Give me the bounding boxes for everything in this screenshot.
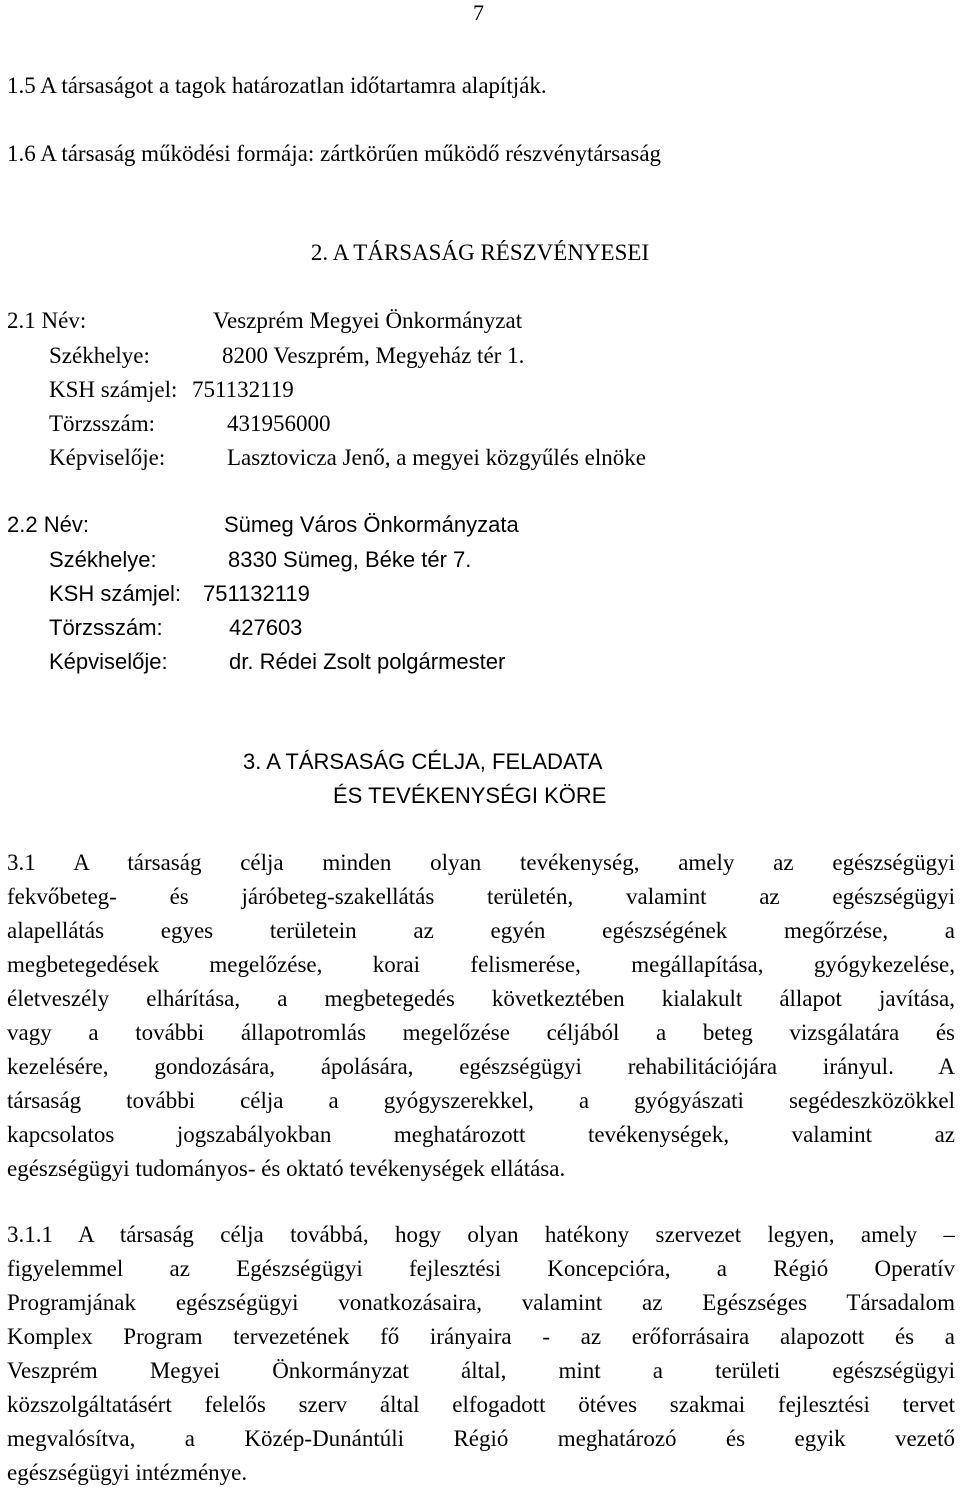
shareholder-1-rep-label: Képviselője: (49, 445, 166, 470)
paragraph-line: 3.1 A társaság célja minden olyan tevékenység, amely az egészségügyi (7, 850, 955, 875)
section-3-heading-line-2: ÉS TEVÉKENYSÉGI KÖRE (333, 783, 607, 808)
shareholder-1-name: Veszprém Megyei Önkormányzat (213, 308, 523, 333)
shareholder-2-reg-label: Törzsszám: (49, 615, 163, 640)
shareholder-1-ksh: 751132119 (192, 377, 294, 402)
shareholder-2-ksh: 751132119 (203, 581, 310, 606)
paragraph-line: fekvőbeteg- és járóbeteg-szakellátás területén, valamint az egészségügyi (7, 884, 955, 909)
item-1-5: 1.5 A társaságot a tagok határozatlan időtartamra alapítják. (7, 73, 547, 98)
shareholder-2-rep-label: Képviselője: (49, 649, 168, 674)
shareholder-2-rep: dr. Rédei Zsolt polgármester (229, 649, 506, 674)
shareholder-1-seat-label: Székhelye: (49, 343, 150, 368)
shareholder-2-seat: 8330 Sümeg, Béke tér 7. (228, 547, 472, 572)
shareholder-2-seat-label: Székhelye: (49, 547, 157, 572)
shareholder-2-name: Sümeg Város Önkormányzata (224, 512, 519, 537)
shareholder-1-number-label: 2.1 Név: (7, 308, 87, 333)
shareholder-1-seat: 8200 Veszprém, Megyeház tér 1. (222, 343, 525, 368)
section-2-heading: 2. A TÁRSASÁG RÉSZVÉNYESEI (310, 240, 650, 265)
shareholder-1-reg-label: Törzsszám: (49, 411, 156, 436)
paragraph-line: kezelésére, gondozására, ápolására, egészségügyi rehabilitációjára irányul. A (7, 1054, 955, 1079)
paragraph-line: kapcsolatos jogszabályokban meghatározott tevékenységek, valamint az (7, 1122, 955, 1147)
paragraph-line: alapellátás egyes területein az egyén egészségének megőrzése, a (7, 918, 955, 943)
paragraph-line: egészségügyi tudományos- és oktató tevékenységek ellátása. (7, 1156, 566, 1181)
item-1-6: 1.6 A társaság működési formája: zártkörűen működő részvénytársaság (7, 141, 662, 166)
paragraph-line: társaság további célja a gyógyszerekkel, a gyógyászati segédeszközökkel (7, 1088, 955, 1113)
shareholder-1-rep: Lasztovicza Jenő, a megyei közgyűlés elnöke (227, 445, 646, 470)
shareholder-2-number-label: 2.2 Név: (7, 512, 89, 537)
shareholder-1-reg: 431956000 (227, 411, 331, 436)
paragraph-line: Komplex Program tervezetének fő irányaira - az erőforrásaira alapozott és a (7, 1324, 955, 1349)
section-3-heading-line-1: 3. A TÁRSASÁG CÉLJA, FELADATA (243, 749, 603, 774)
shareholder-2-ksh-label: KSH számjel: (49, 581, 182, 606)
paragraph-line: megbetegedések megelőzése, korai felismerése, megállapítása, gyógykezelése, (7, 952, 955, 977)
paragraph-line: életveszély elhárítása, a megbetegedés következtében kialakult állapot javítása, (7, 986, 955, 1011)
page-number: 7 (473, 0, 484, 25)
paragraph-line: figyelemmel az Egészségügyi fejlesztési Koncepcióra, a Régió Operatív (7, 1256, 955, 1281)
paragraph-line: közszolgáltatásért felelős szerv által elfogadott ötéves szakmai fejlesztési tervet (7, 1392, 955, 1417)
paragraph-line: egészségügyi intézménye. (7, 1460, 248, 1485)
paragraph-3-1-1 (7, 1218, 955, 1490)
paragraph-line: Programjának egészségügyi vonatkozásaira, valamint az Egészséges Társadalom (7, 1290, 955, 1315)
paragraph-line: Veszprém Megyei Önkormányzat által, mint a területi egészségügyi (7, 1358, 955, 1383)
shareholder-2-reg: 427603 (229, 615, 303, 640)
shareholder-1-ksh-label: KSH számjel: (49, 377, 178, 402)
paragraph-line: vagy a további állapotromlás megelőzése céljából a beteg vizsgálatára és (7, 1020, 955, 1045)
paragraph-line: megvalósítva, a Közép-Dunántúli Régió meghatározó és egyik vezető (7, 1426, 955, 1451)
paragraph-3-1 (7, 846, 955, 1186)
paragraph-line: 3.1.1 A társaság célja továbbá, hogy olyan hatékony szervezet legyen, amely – (7, 1222, 955, 1247)
